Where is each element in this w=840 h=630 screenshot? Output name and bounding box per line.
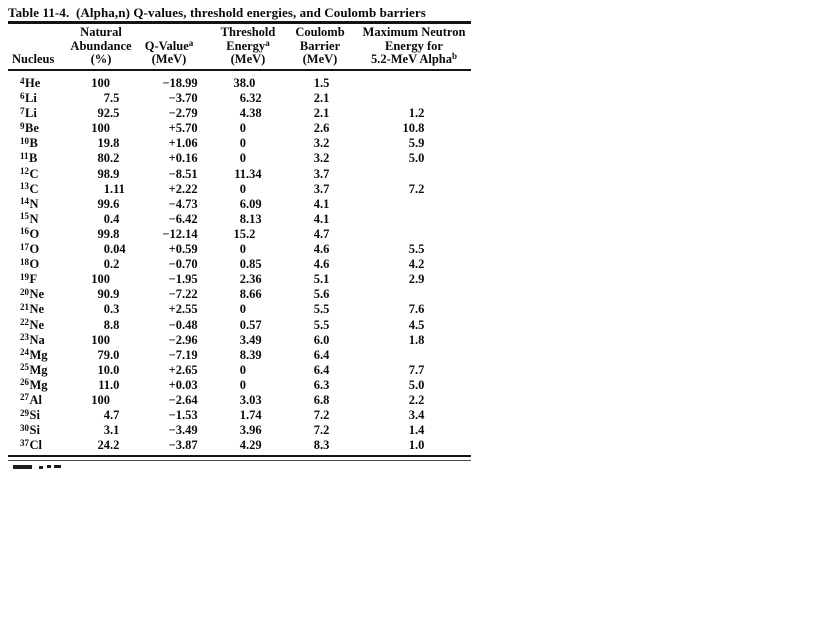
cell-nucleus: $^{11}$B bbox=[20, 150, 38, 166]
mass-number: 27 bbox=[20, 392, 29, 403]
cell-threshold: 8.66 bbox=[239, 287, 262, 302]
cell-nucleus: $^{24}$Mg bbox=[20, 347, 48, 362]
cell-maxn: 2.9 bbox=[408, 272, 425, 287]
mass-number: 14 bbox=[20, 196, 29, 207]
mass-number: 18 bbox=[20, 256, 29, 267]
cell-maxn: 7.2 bbox=[408, 181, 425, 196]
cell-maxn: 5.0 bbox=[408, 377, 425, 392]
cell-coulomb: 6.4 bbox=[313, 347, 330, 362]
mass-number: 26 bbox=[20, 377, 29, 388]
column-header-qvalue: Q-Value$^a$ (MeV) bbox=[144, 37, 194, 67]
table-row bbox=[8, 318, 471, 333]
cell-qvalue: −0.70 bbox=[168, 257, 198, 272]
cell-nucleus: $^6$Li bbox=[20, 90, 37, 106]
cell-maxn: 5.0 bbox=[408, 151, 425, 166]
mass-number: 19 bbox=[20, 271, 29, 282]
column-header-threshold: Threshold Energy$^a$ (MeV) bbox=[220, 25, 276, 67]
cell-qvalue: −12.14 bbox=[162, 226, 198, 241]
cell-coulomb: 7.2 bbox=[313, 408, 330, 423]
mass-number: 16 bbox=[20, 226, 29, 237]
table-row bbox=[8, 393, 471, 408]
cell-coulomb: 3.7 bbox=[313, 166, 330, 181]
cropped-text-fragment bbox=[13, 464, 61, 469]
table-row bbox=[8, 106, 471, 121]
table-header bbox=[8, 24, 471, 68]
table-row bbox=[8, 167, 471, 182]
cell-qvalue: −3.70 bbox=[168, 91, 198, 106]
cell-coulomb: 4.7 bbox=[313, 226, 330, 241]
cell-nucleus: $^{16}$O bbox=[20, 226, 40, 241]
cell-abundance: 7.5 bbox=[103, 91, 120, 106]
cell-threshold: 1.74 bbox=[239, 408, 262, 423]
cell-abundance: 3.1 bbox=[103, 423, 120, 438]
cell-abundance: 80.2 bbox=[97, 151, 120, 166]
cell-abundance: 100 bbox=[91, 392, 110, 407]
mass-number: 29 bbox=[20, 407, 29, 418]
cell-qvalue: +5.70 bbox=[168, 121, 198, 136]
mass-number: 24 bbox=[20, 347, 29, 358]
cell-threshold: 3.03 bbox=[239, 392, 262, 407]
cell-qvalue: −6.42 bbox=[168, 211, 198, 226]
cell-nucleus: $^7$Li bbox=[20, 105, 37, 121]
table-row bbox=[8, 227, 471, 242]
cell-threshold: 2.36 bbox=[239, 272, 262, 287]
cell-coulomb: 4.6 bbox=[313, 257, 330, 272]
footnote-marker-a: a bbox=[188, 37, 194, 48]
cell-threshold: 15.2 bbox=[233, 226, 256, 241]
cell-qvalue: −1.95 bbox=[168, 272, 198, 287]
cell-abundance: 99.6 bbox=[97, 196, 120, 211]
cell-maxn: 5.9 bbox=[408, 136, 425, 151]
mass-number: 23 bbox=[20, 332, 29, 343]
cell-coulomb: 2.1 bbox=[313, 106, 330, 121]
cell-qvalue: +0.59 bbox=[168, 242, 198, 257]
cell-coulomb: 1.5 bbox=[313, 76, 330, 90]
cell-nucleus: $^{15}$N bbox=[20, 211, 39, 226]
cell-abundance: 0.4 bbox=[103, 211, 120, 226]
cell-nucleus: $^{14}$N bbox=[20, 196, 39, 211]
cell-coulomb: 6.4 bbox=[313, 362, 330, 377]
cell-nucleus: $^{25}$Mg bbox=[20, 362, 48, 377]
cell-threshold: 0.57 bbox=[239, 317, 262, 332]
table-row bbox=[8, 302, 471, 317]
table-row bbox=[8, 257, 471, 272]
cell-coulomb: 4.1 bbox=[313, 211, 330, 226]
cell-abundance: 0.3 bbox=[103, 302, 120, 317]
cell-maxn: 4.2 bbox=[408, 257, 425, 272]
cell-abundance: 98.9 bbox=[97, 166, 120, 181]
cell-nucleus: $^{27}$Al bbox=[20, 392, 42, 407]
cell-abundance: 0.04 bbox=[103, 242, 126, 257]
cell-threshold: 0 bbox=[239, 136, 246, 151]
mass-number: 13 bbox=[20, 181, 29, 192]
cell-qvalue: +1.06 bbox=[168, 136, 198, 151]
cell-maxn: 4.5 bbox=[408, 317, 425, 332]
cell-maxn: 7.7 bbox=[408, 362, 425, 377]
mass-number: 4 bbox=[20, 75, 25, 86]
cell-threshold: 6.32 bbox=[239, 91, 262, 106]
cell-qvalue: −2.96 bbox=[168, 332, 198, 347]
cell-coulomb: 5.5 bbox=[313, 302, 330, 317]
cell-nucleus: $^{12}$C bbox=[20, 166, 39, 181]
cell-nucleus: $^{29}$Si bbox=[20, 407, 40, 423]
cell-qvalue: +2.55 bbox=[168, 302, 198, 317]
cell-threshold: 0 bbox=[239, 151, 246, 166]
table-row bbox=[8, 272, 471, 287]
cell-qvalue: −18.99 bbox=[162, 76, 198, 90]
cell-coulomb: 4.1 bbox=[313, 196, 330, 211]
cell-qvalue: −4.73 bbox=[168, 196, 198, 211]
cell-threshold: 38.0 bbox=[233, 76, 256, 90]
cell-threshold: 6.09 bbox=[239, 196, 262, 211]
cell-maxn: 7.6 bbox=[408, 302, 425, 317]
mass-number: 12 bbox=[20, 166, 29, 177]
mass-number: 11 bbox=[20, 150, 29, 161]
mass-number: 10 bbox=[20, 135, 29, 146]
table-row bbox=[8, 197, 471, 212]
cell-maxn: 5.5 bbox=[408, 242, 425, 257]
table-row bbox=[8, 212, 471, 227]
cell-coulomb: 3.7 bbox=[313, 181, 330, 196]
cell-nucleus: $^{26}$Mg bbox=[20, 377, 48, 392]
table-row bbox=[8, 136, 471, 151]
cell-threshold: 0 bbox=[239, 181, 246, 196]
cell-nucleus: $^{22}$Ne bbox=[20, 317, 45, 332]
mass-number: 6 bbox=[20, 90, 25, 101]
cell-coulomb: 7.2 bbox=[313, 423, 330, 438]
cell-nucleus: $^{30}$Si bbox=[20, 422, 40, 438]
table-row bbox=[8, 348, 471, 363]
footnote-marker-b: b bbox=[452, 51, 458, 62]
cell-qvalue: −2.64 bbox=[168, 392, 198, 407]
cell-coulomb: 8.3 bbox=[313, 438, 330, 453]
cell-threshold: 4.29 bbox=[239, 438, 262, 453]
cell-maxn: 1.2 bbox=[408, 106, 425, 121]
table-row bbox=[8, 151, 471, 166]
mass-number: 17 bbox=[20, 241, 29, 252]
cell-qvalue: +0.16 bbox=[168, 151, 198, 166]
cell-qvalue: −1.53 bbox=[168, 408, 198, 423]
cell-nucleus: $^{20}$Ne bbox=[20, 286, 45, 302]
cell-coulomb: 5.5 bbox=[313, 317, 330, 332]
mass-number: 22 bbox=[20, 317, 29, 327]
cell-abundance: 0.2 bbox=[103, 257, 120, 272]
cell-nucleus: $^9$Be bbox=[20, 120, 39, 136]
cell-nucleus: $^{13}$C bbox=[20, 181, 39, 196]
cell-coulomb: 3.2 bbox=[313, 136, 330, 151]
cell-coulomb: 5.6 bbox=[313, 287, 330, 302]
rule-bottom-outer bbox=[8, 455, 471, 457]
cell-threshold: 11.34 bbox=[234, 166, 262, 181]
cell-threshold: 4.38 bbox=[239, 106, 262, 121]
cell-maxn: 1.0 bbox=[408, 438, 425, 453]
cell-abundance: 100 bbox=[91, 272, 110, 287]
cell-maxn: 1.4 bbox=[408, 423, 425, 438]
cell-qvalue: −3.49 bbox=[168, 423, 198, 438]
column-header-maxn: Maximum Neutron Energy for 5.2-MeV Alpha$^b$ bbox=[362, 25, 466, 67]
cell-maxn: 1.8 bbox=[408, 332, 425, 347]
cell-abundance: 4.7 bbox=[103, 408, 120, 423]
cell-coulomb: 6.3 bbox=[313, 377, 330, 392]
column-header-abundance: Natural Abundance (%) bbox=[70, 25, 132, 67]
cell-qvalue: +0.03 bbox=[168, 377, 198, 392]
table-row bbox=[8, 182, 471, 197]
cell-qvalue: −8.51 bbox=[168, 166, 198, 181]
table-row bbox=[8, 333, 471, 348]
cell-threshold: 0 bbox=[239, 121, 246, 136]
cell-qvalue: +2.65 bbox=[168, 362, 198, 377]
mass-number: 9 bbox=[20, 120, 25, 131]
cell-threshold: 0 bbox=[239, 302, 246, 317]
cell-abundance: 92.5 bbox=[97, 106, 120, 121]
mass-number: 37 bbox=[20, 437, 29, 448]
cell-coulomb: 3.2 bbox=[313, 151, 330, 166]
cell-abundance: 100 bbox=[91, 332, 110, 347]
table-row bbox=[8, 242, 471, 257]
cell-coulomb: 5.1 bbox=[313, 272, 330, 287]
cell-abundance: 19.8 bbox=[97, 136, 120, 151]
footnote-marker-a: a bbox=[265, 37, 270, 48]
cell-nucleus: $^{19}$F bbox=[20, 271, 38, 287]
column-header-nucleus: Nucleus bbox=[12, 52, 55, 67]
table-row bbox=[8, 378, 471, 393]
table-row bbox=[8, 287, 471, 302]
cell-coulomb: 6.0 bbox=[313, 332, 330, 347]
cell-abundance: 99.8 bbox=[97, 226, 120, 241]
cell-abundance: 1.11 bbox=[103, 181, 125, 196]
cell-abundance: 8.8 bbox=[103, 317, 120, 332]
mass-number: 15 bbox=[20, 211, 29, 222]
document-table bbox=[8, 5, 471, 480]
table-row bbox=[8, 438, 471, 453]
table-row bbox=[8, 76, 471, 91]
cell-abundance: 24.2 bbox=[97, 438, 120, 453]
cell-qvalue: −7.22 bbox=[168, 287, 198, 302]
cell-abundance: 10.0 bbox=[97, 362, 120, 377]
cell-coulomb: 2.1 bbox=[313, 91, 330, 106]
cell-abundance: 100 bbox=[91, 76, 110, 90]
table-title: Table 11-4. (Alpha,n) Q-values, threshold energies, and Coulomb barriers bbox=[8, 5, 426, 20]
cell-maxn: 10.8 bbox=[402, 121, 425, 136]
table-row bbox=[8, 423, 471, 438]
cell-qvalue: −0.48 bbox=[168, 317, 198, 332]
cell-threshold: 0 bbox=[239, 242, 246, 257]
mass-number: 20 bbox=[20, 286, 29, 297]
cell-nucleus: $^{18}$O bbox=[20, 256, 40, 272]
cell-threshold: 0 bbox=[239, 362, 246, 377]
cell-maxn: 2.2 bbox=[408, 392, 425, 407]
cell-threshold: 0.85 bbox=[239, 257, 262, 272]
cell-nucleus: $^{21}$Ne bbox=[20, 301, 45, 317]
rule-under-header bbox=[8, 69, 471, 71]
cell-coulomb: 2.6 bbox=[313, 121, 330, 136]
cell-coulomb: 6.8 bbox=[313, 392, 330, 407]
table-row bbox=[8, 121, 471, 136]
mass-number: 25 bbox=[20, 362, 29, 373]
cell-abundance: 11.0 bbox=[98, 377, 120, 392]
cell-threshold: 8.13 bbox=[239, 211, 262, 226]
cell-abundance: 79.0 bbox=[97, 347, 120, 362]
table-row bbox=[8, 91, 471, 106]
table-body bbox=[8, 76, 471, 453]
cell-nucleus: $^{37}$Cl bbox=[20, 437, 42, 453]
cell-qvalue: +2.22 bbox=[168, 181, 198, 196]
cell-abundance: 100 bbox=[91, 121, 110, 136]
cell-nucleus: $^{23}$Na bbox=[20, 332, 45, 347]
cell-maxn: 3.4 bbox=[408, 408, 425, 423]
mass-number: 30 bbox=[20, 422, 29, 433]
mass-number: 7 bbox=[20, 105, 25, 116]
table-row bbox=[8, 408, 471, 423]
cell-threshold: 8.39 bbox=[239, 347, 262, 362]
cell-qvalue: −2.79 bbox=[168, 106, 198, 121]
cell-threshold: 3.49 bbox=[239, 332, 262, 347]
cell-nucleus: $^{17}$O bbox=[20, 241, 40, 257]
cell-abundance: 90.9 bbox=[97, 287, 120, 302]
cell-nucleus: $^4$He bbox=[20, 75, 41, 90]
cell-threshold: 0 bbox=[239, 377, 246, 392]
table-row bbox=[8, 363, 471, 378]
cell-coulomb: 4.6 bbox=[313, 242, 330, 257]
cell-qvalue: −3.87 bbox=[168, 438, 198, 453]
mass-number: 21 bbox=[20, 301, 29, 312]
cell-nucleus: $^{10}$B bbox=[20, 135, 38, 151]
cell-qvalue: −7.19 bbox=[168, 347, 198, 362]
rule-bottom-inner bbox=[8, 460, 471, 461]
column-header-coulomb: Coulomb Barrier (MeV) bbox=[295, 25, 345, 67]
cell-threshold: 3.96 bbox=[239, 423, 262, 438]
